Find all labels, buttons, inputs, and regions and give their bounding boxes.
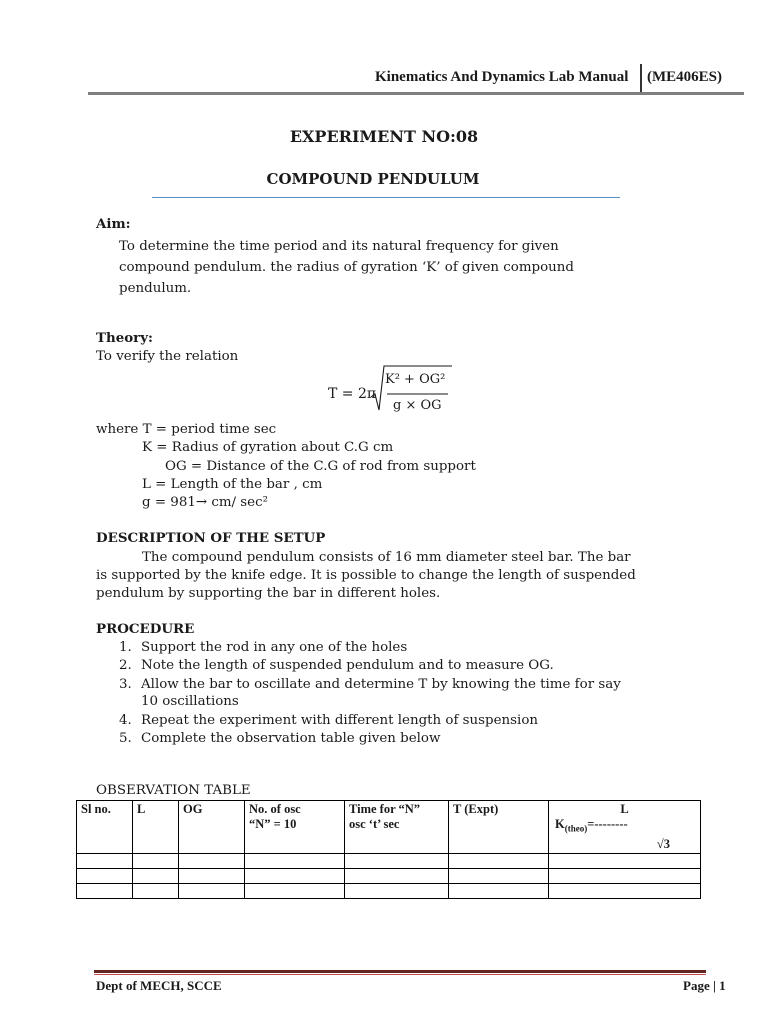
page-number: Page | 1 bbox=[683, 978, 726, 993]
step-text: Support the rod in any one of the holes bbox=[141, 640, 408, 655]
column-header: Sl no. bbox=[77, 801, 133, 854]
experiment-number: EXPERIMENT NO:08 bbox=[289, 127, 479, 146]
column-header-k-theo: L $K_{(theo)}=--------$ √3 bbox=[549, 801, 701, 854]
where-line: K = Radius of gyration about C.G cm bbox=[142, 440, 394, 455]
column-header: Time for “N” osc ‘t’ sec bbox=[345, 801, 449, 854]
header-separator bbox=[640, 64, 642, 92]
theory-intro: To verify the relation bbox=[96, 349, 239, 364]
description-line: pendulum by supporting the bar in different holes. bbox=[96, 586, 441, 601]
manual-title: Kinematics And Dynamics Lab Manual bbox=[375, 69, 629, 85]
observation-heading: OBSERVATION TABLE bbox=[96, 783, 251, 798]
aim-line: pendulum. bbox=[119, 281, 192, 296]
theory-heading: Theory: bbox=[96, 330, 153, 346]
footer-department: Dept of MECH, SCCE bbox=[96, 978, 222, 993]
column-header: L bbox=[133, 801, 179, 854]
observation-table bbox=[76, 800, 701, 899]
title-rule bbox=[152, 197, 620, 198]
header-rule bbox=[88, 92, 744, 95]
step-text: Allow the bar to oscillate and determine T by knowing the time for say bbox=[141, 677, 621, 692]
description-line: is supported by the knife edge. It is possible to change the length of suspended bbox=[96, 568, 636, 583]
aim-line: To determine the time period and its natural frequency for given bbox=[119, 239, 559, 254]
column-header: No. of osc “N” = 10 bbox=[245, 801, 345, 854]
step-continuation: 10 oscillations bbox=[141, 694, 239, 709]
where-line: g = 981→ cm/ sec² bbox=[142, 495, 268, 510]
step-number: 5. bbox=[119, 731, 132, 746]
step-number: 3. bbox=[119, 677, 132, 692]
description-line: The compound pendulum consists of 16 mm diameter steel bar. The bar bbox=[142, 550, 631, 565]
description-heading: DESCRIPTION OF THE SETUP bbox=[96, 530, 326, 546]
formula-lhs: T = 2π bbox=[328, 386, 377, 402]
step-text: Repeat the experiment with different length of suspension bbox=[141, 713, 539, 728]
table-header-row bbox=[77, 801, 701, 854]
aim-heading: Aim: bbox=[96, 216, 131, 232]
step-text: Note the length of suspended pendulum and to measure OG. bbox=[141, 658, 554, 673]
table-row bbox=[77, 853, 701, 868]
pendulum-formula bbox=[328, 364, 468, 422]
experiment-title: COMPOUND PENDULUM bbox=[266, 170, 480, 188]
aim-line: compound pendulum. the radius of gyration ‘K’ of given compound bbox=[119, 260, 574, 275]
table-row bbox=[77, 883, 701, 898]
formula-numerator: K² + OG² bbox=[385, 372, 446, 387]
footer-rule-light bbox=[94, 974, 706, 975]
table-row bbox=[77, 868, 701, 883]
column-header: T (Expt) bbox=[449, 801, 549, 854]
where-line: L = Length of the bar , cm bbox=[142, 477, 323, 492]
step-number: 2. bbox=[119, 658, 132, 673]
step-text: Complete the observation table given below bbox=[141, 731, 441, 746]
step-number: 4. bbox=[119, 713, 132, 728]
formula-denominator: g × OG bbox=[393, 398, 442, 413]
course-code: (ME406ES) bbox=[647, 69, 722, 85]
footer-rule-dark bbox=[94, 970, 706, 973]
step-number: 1. bbox=[119, 640, 132, 655]
where-line: where T = period time sec bbox=[96, 422, 277, 437]
where-line: OG = Distance of the C.G of rod from support bbox=[165, 459, 476, 474]
column-header: OG bbox=[179, 801, 245, 854]
procedure-heading: PROCEDURE bbox=[96, 621, 195, 637]
